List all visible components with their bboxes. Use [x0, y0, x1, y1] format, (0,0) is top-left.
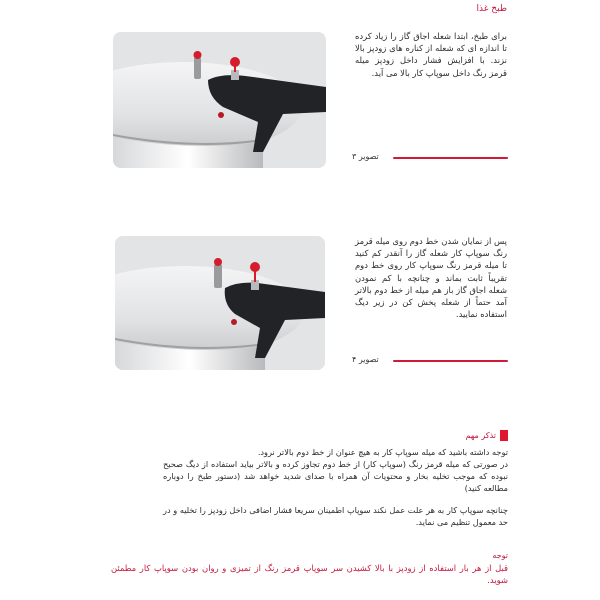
- important-notice-body: [163, 446, 508, 528]
- pressure-cooker-illustration: [115, 236, 325, 370]
- caption-divider: [393, 360, 508, 362]
- notice-paragraph: در صورتی که میله قرمز رنگ (سوپاپ کار) از خط دوم تجاوز کرده و بالاتر بیاید استفاده از دیگ صحیح نبوده که موجب تخلیه بخار و محتویات آن همراه با صدای شدید خواهد شد (دستور طبخ را دوباره مطالعه کنید): [163, 459, 508, 493]
- important-notice-heading: [466, 430, 509, 441]
- pressure-cooker-photo-1: [113, 32, 326, 168]
- step-3-text: برای طبخ، ابتدا شعله اجاق گاز را زیاد کرده تا اندازه ای که شعله از کناره های زودپز بالا نزند. با افزایش فشار داخل زودپز میله قرمز رنگ داخل سوپاپ کار بالا می آید.: [355, 31, 507, 78]
- figure-caption-3: تصویر ۳: [352, 152, 379, 161]
- caption-divider: [393, 157, 508, 159]
- notice-paragraph: توجه داشته باشید که میله سوپاپ کار به هیچ عنوان از خط دوم بالاتر نرود.: [257, 447, 508, 457]
- section-title: طبخ غذا: [476, 4, 507, 14]
- step-4-text: پس از نمایان شدن خط دوم روی میله قرمز رنگ سوپاپ کار شعله گاز را آنقدر کم کنید تا میله قرمز رنگ سوپاپ کار روی خط دوم تقریباً ثابت بماند و چنانچه با کم نمودن شعله اجاق گاز باز هم میله از خط دوم بالاتر آمد حتماً از شعله پخش کن در زیر دیگ استفاده نمایید.: [355, 236, 507, 320]
- figure-caption-4: تصویر ۴: [352, 355, 379, 364]
- attention-title: توجه: [492, 551, 508, 560]
- attention-text: قبل از هر بار استفاده از زودپز با بالا کشیدن سر سوپاپ قرمز رنگ از تمیزی و روان بودن سوپاپ کار مطمئن شوید.: [111, 563, 508, 585]
- pressure-cooker-photo-2: [115, 236, 325, 370]
- notice-paragraph: چنانچه سوپاپ کار به هر علت عمل نکند سوپاپ اطمینان سریعا فشار اضافی داخل زودپز را تخلیه و در حد معمول تنظیم می نماید.: [163, 505, 508, 527]
- important-notice-title: تذکر مهم: [465, 431, 496, 440]
- pressure-cooker-illustration: [113, 32, 326, 168]
- red-square-marker-icon: [500, 430, 508, 441]
